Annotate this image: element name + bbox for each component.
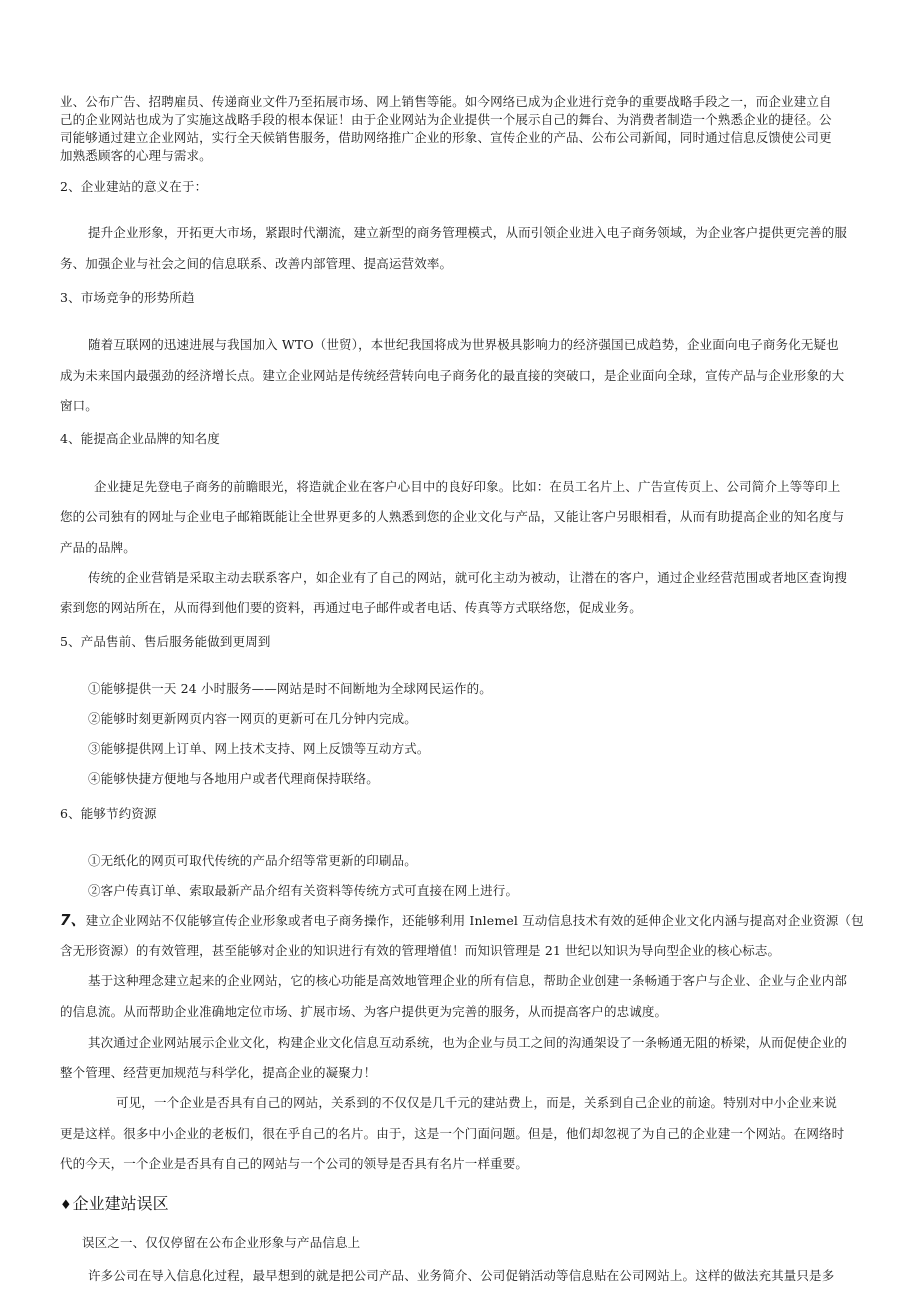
paragraph-line: 成为未来国内最强劲的经济增长点。建立企业网站是传统经营转向电子商务化的最直接的突破口，是企业面向全球，宣传产品与企业形象的大 bbox=[60, 368, 845, 383]
list-item: ①无纸化的网页可取代传统的产品介绍等常更新的印刷品。 bbox=[88, 853, 417, 868]
paragraph-line: 许多公司在导入信息化过程，最早想到的就是把公司产品、业务简介、公司促销活动等信息贴在公司网站上。这样的做法充其量只是多 bbox=[88, 1268, 835, 1283]
intro-line: 司能够通过建立企业网站，实行全天候销售服务，借助网络推广企业的形象、宣传企业的产品、公布公司新闻，同时通过信息反馈使公司更 bbox=[60, 130, 832, 145]
document-page bbox=[60, 0, 870, 1301]
paragraph-line: 更是这样。很多中小企业的老板们，很在乎自己的名片。由于，这是一个门面问题。但是，他们却忽视了为自己的企业建一个网站。在网络时 bbox=[60, 1126, 845, 1141]
paragraph-line: 提升企业形象，开拓更大市场，紧跟时代潮流，建立新型的商务管理模式，从而引领企业进入电子商务领域，为企业客户提供更完善的服 bbox=[88, 225, 848, 240]
sub-heading: 误区之一、仅仅停留在公布企业形象与产品信息上 bbox=[82, 1235, 361, 1250]
intro-line: 业、公布广告、招聘雇员、传递商业文件乃至拓展市场、网上销售等能。如今网络已成为企业进行竞争的重要战略手段之一，而企业建立自 bbox=[60, 94, 832, 109]
list-item: ②能够时刻更新网页内容一网页的更新可在几分钟内完成。 bbox=[88, 711, 417, 726]
paragraph-line: 随着互联网的迅速进展与我国加入 WTO（世贸），本世纪我国将成为世界极具影响力的经济强国已成趋势，企业面向电子商务化无疑也 bbox=[88, 337, 839, 352]
paragraph-line: 含无形资源）的有效管理，甚至能够对企业的知识进行有效的管理增值！而知识管理是 21 世纪以知识为导向型企业的核心标志。 bbox=[60, 943, 781, 958]
section-7-first-line bbox=[60, 912, 864, 929]
section-heading-6: 6、能够节约资源 bbox=[60, 806, 157, 821]
intro-line: 加熟悉顾客的心理与需求。 bbox=[60, 148, 212, 163]
paragraph-line: 传统的企业营销是采取主动去联系客户，如企业有了自己的网站，就可化主动为被动，让潜在的客户，通过企业经营范围或者地区查询搜 bbox=[88, 570, 848, 585]
paragraph-text: 建立企业网站不仅能够宣传企业形象或者电子商务操作，还能够利用 Inlemel 互动信息技术有效的延伸企业文化内涵与提高对企业资源（包 bbox=[85, 913, 864, 928]
section-heading-2: 2、企业建站的意义在于： bbox=[60, 179, 208, 194]
diamond-bullet-icon: ♦ bbox=[60, 1198, 72, 1213]
list-item: ①能够提供一天 24 小时服务——网站是时不间断地为全球网民运作的。 bbox=[88, 681, 492, 696]
paragraph-line: 您的公司独有的网址与企业电子邮箱既能让全世界更多的人熟悉到您的企业文化与产品，又能让客户另眼相看，从而有助提高企业的知名度与 bbox=[60, 509, 845, 524]
list-item: ②客户传真订单、索取最新产品介绍有关资料等传统方式可直接在网上进行。 bbox=[88, 883, 519, 898]
section-heading-4: 4、能提高企业品牌的知名度 bbox=[60, 431, 220, 446]
section-title-text: 企业建站误区 bbox=[72, 1194, 169, 1213]
paragraph-line: 整个管理、经营更加规范与科学化，提高企业的凝聚力！ bbox=[60, 1065, 377, 1080]
list-item: ③能够提供网上订单、网上技术支持、网上反馈等互动方式。 bbox=[88, 741, 430, 756]
paragraph-line: 其次通过企业网站展示企业文化，构建企业文化信息互动系统，也为企业与员工之间的沟通架设了一条畅通无阻的桥梁，从而促使企业的 bbox=[88, 1035, 848, 1050]
paragraph-line: 索到您的网站所在，从而得到他们要的资料，再通过电子邮件或者电话、传真等方式联络您，促成业务。 bbox=[60, 600, 642, 615]
paragraph-line: 企业捷足先登电子商务的前瞻眼光，将造就企业在客户心目中的良好印象。比如：在员工名片上、广告宣传页上、公司简介上等等印上 bbox=[94, 479, 841, 494]
paragraph-line: 窗口。 bbox=[60, 398, 98, 413]
paragraph-line: 的信息流。从而帮助企业准确地定位市场、扩展市场、为客户提供更为完善的服务，从而提高客户的忠诚度。 bbox=[60, 1004, 668, 1019]
paragraph-line: 基于这种理念建立起来的企业网站，它的核心功能是高效地管理企业的所有信息，帮助企业创建一条畅通于客户与企业、企业与企业内部 bbox=[88, 973, 848, 988]
section-heading-5: 5、产品售前、售后服务能做到更周到 bbox=[60, 634, 271, 649]
paragraph-line: 可见，一个企业是否具有自己的网站，关系到的不仅仅是几千元的建站费上，而是，关系到自己企业的前途。特别对中小企业来说 bbox=[116, 1095, 838, 1110]
paragraph-line: 代的今天，一个企业是否具有自己的网站与一个公司的领导是否具有名片一样重要。 bbox=[60, 1156, 529, 1171]
paragraph-line: 务、加强企业与社会之间的信息联系、改善内部管理、提高运营效率。 bbox=[60, 256, 453, 271]
section-heading-3: 3、市场竞争的形势所趋 bbox=[60, 290, 195, 305]
paragraph-line: 产品的品牌。 bbox=[60, 540, 136, 555]
intro-line: 己的企业网站也成为了实施这战略手段的根本保证！由于企业网站为企业提供一个展示自己的舞台、为消费者制造一个熟悉企业的捷径。公 bbox=[60, 112, 832, 127]
section-number-7: 7、 bbox=[60, 911, 86, 929]
list-item: ④能够快捷方便地与各地用户或者代理商保持联络。 bbox=[88, 771, 379, 786]
section-title bbox=[60, 1194, 169, 1216]
